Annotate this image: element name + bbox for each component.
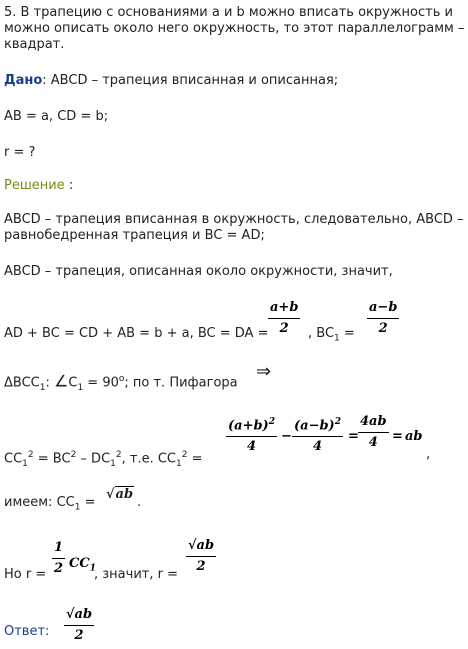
fraction-bar [358, 432, 389, 433]
eq1-bc1 [308, 326, 355, 347]
ab-result: ab [405, 429, 423, 444]
problem-line-3: квадрат. [4, 37, 65, 52]
solution-p1a: ABCD – трапеция вписанная в окружность, следовательно, ABCD – [4, 212, 464, 227]
given-label: Дано [4, 73, 43, 88]
fraction-bar [292, 436, 343, 437]
angle-sub: 1 [77, 382, 84, 393]
no-r-line: Но r = [4, 567, 47, 582]
znachit-text: , значит, r = [94, 567, 178, 582]
comma: , [426, 447, 431, 462]
sqrt-icon: √ [188, 538, 197, 553]
bc-eq: = [339, 326, 355, 341]
eq1-line [4, 326, 268, 342]
fraction-denominator: 2 [196, 559, 206, 574]
fraction-numerator [226, 414, 277, 434]
fraction-a-minus-b-over-2 [367, 300, 399, 337]
sqrt-icon: √ [66, 607, 75, 622]
radicand: ab [74, 607, 93, 622]
given-text: : ABCD – трапеция вписанная и описанная; [42, 73, 339, 88]
fraction-sqrt-ab-over-2 [186, 538, 216, 575]
fraction-bar [52, 558, 65, 559]
f1-num: (a+b) [228, 418, 269, 434]
have-eq: = [80, 495, 96, 510]
radicand: ab [196, 538, 215, 553]
fraction-numerator: a+b [270, 300, 299, 315]
fraction-numerator [64, 607, 94, 623]
problem-line-1: 5. В трапецию с основаниями a и b можно вписать окружность и [4, 5, 453, 20]
radicand: ab [115, 487, 134, 502]
cc-b: = BC [33, 451, 71, 467]
cc-d-sup: 2 [181, 450, 188, 460]
cc-c-sub: 1 [110, 458, 116, 469]
triangle-sub: 1 [39, 382, 46, 393]
triangle-name: ΔBCC [4, 375, 40, 391]
fraction-bar [367, 318, 399, 319]
cc1-term [69, 556, 96, 577]
equals-sign: = [348, 429, 359, 444]
cc-a: CC [4, 451, 23, 467]
fraction-numerator: 1 [54, 540, 64, 555]
fraction-numerator [186, 538, 216, 554]
cc-a-sub: 1 [22, 458, 28, 469]
sqrt-icon: √ [106, 487, 115, 502]
cc-d-sub: 1 [176, 458, 182, 469]
fraction-denominator: 2 [54, 561, 64, 576]
eq1-text: AD + BC = CD + AB = b + a, BC = DA = [4, 326, 269, 341]
solution-p1b: равнобедренная трапеция и BC = AD; [4, 228, 265, 243]
angle-icon: ∠ [54, 371, 69, 391]
triangle-colon: : [45, 375, 50, 391]
bc-label: , BC [308, 326, 335, 341]
cc-line [4, 447, 203, 472]
cc1-sub: 1 [89, 563, 96, 574]
problem-line-2: можно описать около него окружность, то этот параллелограмм – [4, 21, 465, 36]
cc1-text: CC [69, 556, 90, 571]
fraction-numerator: 4ab [360, 414, 387, 429]
fraction-bar [268, 318, 300, 319]
fraction-numerator: a−b [369, 300, 398, 315]
answer-fraction [64, 607, 94, 644]
fraction-denominator: 4 [246, 439, 257, 455]
have-line [4, 495, 96, 516]
solution-p2: ABCD – трапеция, описанная около окружности, значит, [4, 264, 393, 279]
given-line [4, 73, 338, 89]
solution-colon: : [64, 178, 74, 193]
cc-e: = [187, 451, 203, 467]
solution-heading [4, 178, 73, 194]
answer-label: Ответ: [4, 624, 50, 639]
fraction-denominator: 4 [368, 435, 378, 450]
have-text: имеем: CC [4, 495, 75, 510]
fraction-bar [64, 625, 94, 626]
fraction-amb-sq-over-4 [292, 414, 343, 455]
fraction-numerator [292, 414, 343, 434]
cc-d: , т.е. CC [121, 451, 177, 467]
equals-sign-2: = [392, 429, 403, 444]
fraction-one-half [52, 540, 65, 577]
fraction-denominator: 2 [279, 321, 289, 336]
f2-num: (a−b) [294, 418, 335, 434]
f1-sup: 2 [268, 417, 275, 427]
degree-sup: o [118, 374, 125, 384]
angle-value: = 90 [83, 375, 119, 391]
fraction-denominator: 2 [378, 321, 388, 336]
fraction-denominator: 2 [74, 628, 84, 643]
dot: . [137, 495, 142, 510]
cc-b-sup: 2 [70, 450, 77, 460]
given-sides: AB = a, CD = b; [4, 109, 109, 124]
pythagoras-text: ; по т. Пифагора [124, 375, 238, 391]
angle-c: C [68, 375, 78, 391]
implies-icon: ⇒ [256, 361, 272, 382]
have-sub: 1 [74, 502, 81, 513]
fraction-denominator: 4 [312, 439, 323, 455]
minus-sign: − [281, 429, 292, 444]
cc-c: – DC [76, 451, 111, 467]
triangle-line [4, 371, 238, 396]
fraction-bar [226, 436, 277, 437]
cc-c-sup: 2 [115, 450, 122, 460]
fraction-apb-sq-over-4 [226, 414, 277, 455]
sqrt-ab [106, 487, 134, 503]
fraction-a-plus-b-over-2 [268, 300, 300, 337]
fraction-bar [186, 556, 216, 557]
bc-sub: 1 [334, 333, 340, 344]
f2-sup: 2 [334, 417, 341, 427]
cc-a-sup: 2 [27, 450, 34, 460]
solution-label: Решение [4, 178, 65, 193]
fraction-4ab-over-4 [358, 414, 389, 451]
given-question: r = ? [4, 145, 36, 160]
